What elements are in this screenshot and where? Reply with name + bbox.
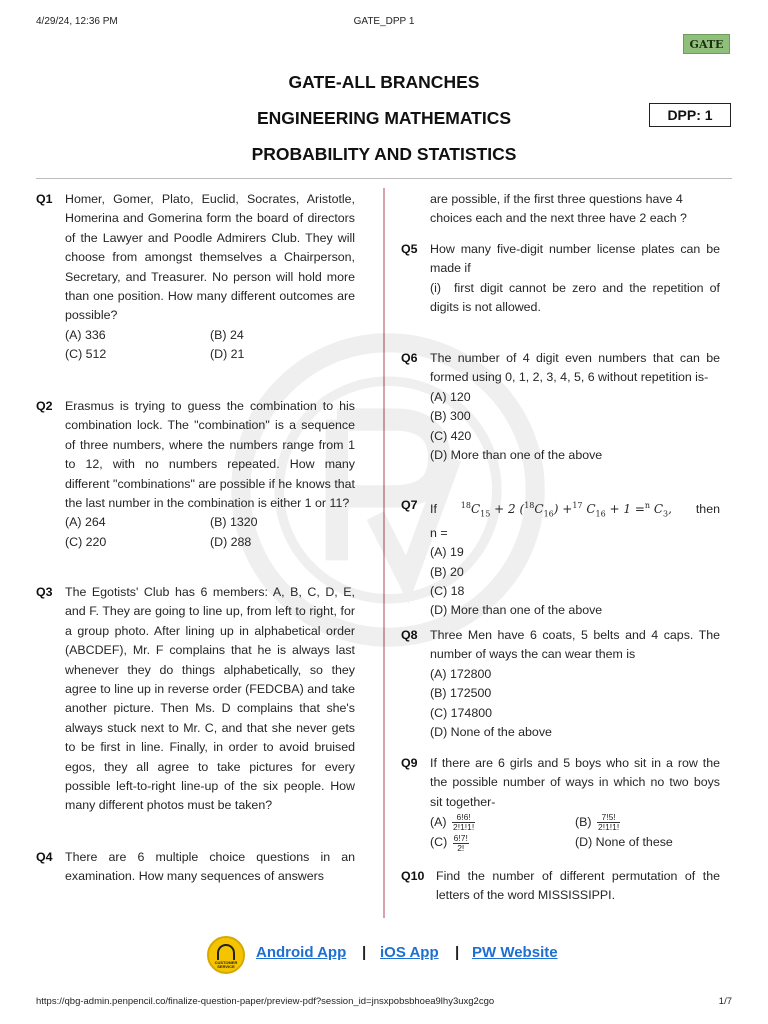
option-d: (D) More than one of the above [430,603,603,618]
fraction-numerator: 6!7! [453,832,468,843]
option-c: (C) 220 [65,534,107,549]
option-c: (C) 174800 [430,705,492,720]
option-c-label: (C) [430,835,448,850]
question-q3 [36,583,355,816]
question-q9 [401,754,720,853]
subpart-text: first digit cannot be zero and the repetition of digits is not allowed. [430,280,720,315]
option-c: (C) 420 [430,428,472,443]
question-number: Q10 [401,869,425,883]
fraction-denominator: 2!1!1! [452,822,475,833]
option-b [575,812,720,832]
option-a: (A) 336 [65,327,106,342]
option-d: (D) More than one of the above [430,447,603,462]
option-a: (A) 120 [430,389,471,404]
question-number: Q6 [401,351,418,365]
option-b: (B) 172500 [430,686,492,701]
question-text: Find the number of different permutation of the letters of the word MISSISSIPPI. [436,869,720,903]
question-q6 [401,349,720,465]
option-a-fraction [452,813,475,832]
title-line-2: ENGINEERING MATHEMATICS [256,108,512,128]
question-number: Q4 [36,850,53,864]
q7-n-equals: n = [430,525,448,540]
option-a: (A) 264 [65,515,106,530]
option-b: (B) 24 [210,327,244,342]
option-b: (B) 300 [430,409,471,424]
question-text: Three Men have 6 coats, 5 belts and 4 caps. The number of ways the can wear them is [430,628,720,662]
subpart-label: (i) [430,280,442,295]
options [430,543,720,621]
option-a: (A) 19 [430,545,464,560]
question-q7 [401,496,720,621]
question-number: Q5 [401,242,418,256]
link-separator: | [455,944,460,961]
option-a: (A) 172800 [430,666,492,681]
option-c-fraction [453,834,469,853]
question-text: If there are 6 girls and 5 boys who sit in a row the the possible number of ways in which no two boys sit together- [430,756,720,809]
option-d: (D) None of the above [430,724,552,739]
option-d: (D) 21 [210,347,245,362]
question-number: Q9 [401,756,418,770]
option-a [430,812,575,832]
question-text: How many five-digit number license plates can be made if [430,242,720,276]
title-line-1: GATE-ALL BRANCHES [288,72,480,92]
ios-app-link[interactable]: iOS App [380,944,439,961]
question-text: There are 6 multiple choice questions in an examination. How many sequences of answers [65,850,355,884]
question-text: Erasmus is trying to guess the combination to his combination lock. The "combination" is a sequence of three numbers, where the numbers range from 1 to 12, with no numbers repeated. How many different "combinations" are possible if he knows that the last number in the combination is either 1 or 11? [65,399,355,511]
options [430,812,720,852]
print-doc-title: GATE_DPP 1 [353,16,415,27]
question-subpart [430,279,720,318]
headset-icon [217,944,235,960]
header-rule [36,178,732,179]
option-b-fraction [597,813,620,832]
option-d: (D) 288 [210,534,252,549]
question-q4 [36,848,355,887]
question-q8 [401,626,720,742]
question-number: Q8 [401,628,418,642]
options [430,665,720,743]
pw-website-link[interactable]: PW Website [472,944,558,961]
question-q2 [36,397,355,552]
q7-if: If [430,502,437,517]
question-text: The Egotists' Club has 6 members: A, B, C, D, E, and F. They are going to line up, from left to right, for a group photo. After lining up in alphabetical order (ABCDEF), Mr. F complains that he is always last whenever they do things alphabetically, so they agree to line up in reverse order (FEDCBA) and take another picture. Then Ms. D complains that she's always stuck next to Mr. C, and that she never gets to be first in line. Finally, in order to avoid bruised egos, they all agree to take pictures for every possible left-to-right line-up of the six people. How many different photos must be taken? [65,585,355,813]
fraction-denominator: 2! [457,842,465,853]
question-number: Q7 [401,498,418,512]
fraction-numerator: 7!5! [597,813,620,823]
question-text [430,496,720,524]
option-b: (B) 20 [430,564,464,579]
android-app-link[interactable]: Android App [256,944,347,961]
footer-links [0,936,768,972]
print-header [0,16,768,30]
question-number: Q2 [36,399,53,413]
option-b-label: (B) [575,815,592,830]
link-separator: | [362,944,367,961]
options [65,326,355,365]
option-c [430,832,575,852]
print-datetime: 4/29/24, 12:36 PM [36,16,118,27]
title-line-3: PROBABILITY AND STATISTICS [251,144,517,164]
print-url: https://qbg-admin.penpencil.co/finalize-question-paper/preview-pdf?session_id=jnsxpobsbhoea9lhy3uxg2cgo [36,996,495,1007]
question-q1 [36,190,355,365]
option-c: (C) 512 [65,347,107,362]
print-page-number: 1/7 [718,996,732,1007]
gate-badge: GATE [683,34,730,54]
question-number: Q3 [36,585,53,599]
question-q4-continued: are possible, if the first three questions have 4 choices each and the next three have 2 each ? [430,192,687,226]
option-d: (D) None of these [575,835,673,850]
question-q10 [401,867,720,906]
fraction-numerator: 6!6! [452,813,475,823]
question-text: The number of 4 digit even numbers that can be formed using 0, 1, 2, 3, 4, 5, 6 without repetition is- [430,351,720,385]
option-b: (B) 1320 [210,515,258,530]
customer-service-icon[interactable] [207,936,245,974]
support-label: CUSTOMER SERVICE [214,960,238,969]
q7-equation: $^{18}C_{15} + 2$ $(^{18}C_{16}) +^{17}$ $C_{16} + 1 =^n$ $C_3$, [460,501,672,519]
question-number: Q1 [36,192,53,206]
options [65,513,355,552]
q7-then: then [695,502,720,517]
question-q5 [401,240,720,318]
question-text: Homer, Gomer, Plato, Euclid, Socrates, Aristotle, Homerina and Gomerina form the board of directors of the Lawyer and Poodle Admirers Club. They will choose from amongst themselves a Chairperson, Secretary, and Treasurer. No person will hold more than one position. How many different outcomes are possible? [65,192,355,323]
option-c: (C) 18 [430,583,465,598]
dpp-label: DPP: 1 [649,103,731,127]
option-a-label: (A) [430,815,447,830]
options [430,388,720,466]
fraction-denominator: 2!1!1! [597,822,620,833]
